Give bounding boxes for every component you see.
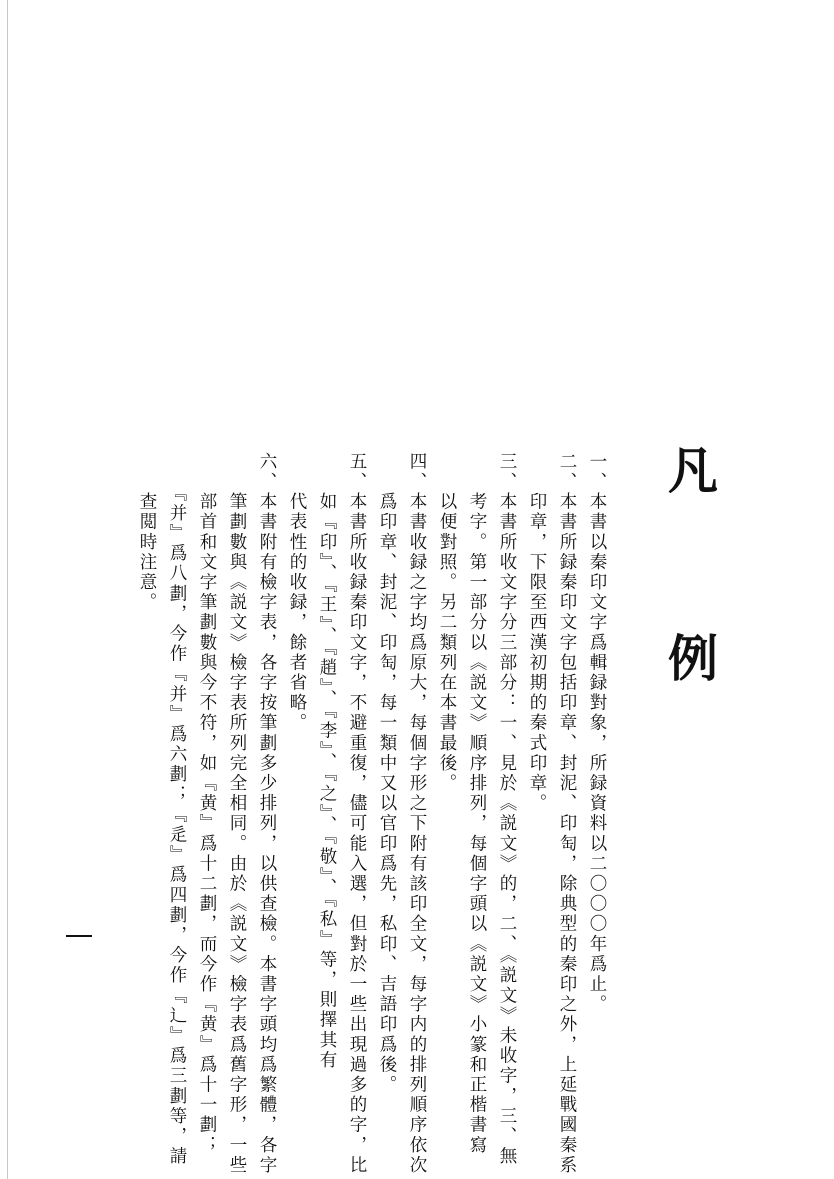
guideline-line: 代表性的收録，餘者省略。 [287,452,307,734]
guideline-line: 查閲時注意。 [137,452,157,613]
binding-edge-line [7,0,8,1179]
guideline-line: 五、本書所收録秦印文字，不避重復，儘可能入選，但對於一些出現過多的字，比 [347,452,367,1176]
guideline-line: 六、本書附有檢字表，各字按筆劃多少排列，以供查檢。本書字頭均爲繁體，各字 [257,452,277,1176]
guideline-line: 如『印』、『王』、『趙』、『李』、『之』、『敬』、『私』等，則擇其有 [317,452,337,1071]
guideline-line: 四、本書收録之字均爲原大，每個字形之下附有該印全文，每字内的排列順序依次 [407,452,427,1176]
guideline-line: 二、本書所録秦印文字包括印章、封泥、印匋，除典型的秦印之外，上延戰國秦系 [557,452,577,1176]
guideline-line: 筆劃數與《説文》檢字表所列完全相同。由於《説文》檢字表爲舊字形，一些 [227,452,247,1176]
guideline-line: 以便對照。另二類列在本書最後。 [437,452,457,794]
guideline-line: 『并』爲八劃，今作『并』爲六劃；『辵』爲四劃，今作『辶』爲三劃等，請 [167,452,187,1167]
guideline-line: 一、本書以秦印文字爲輯録對象，所録資料以二〇〇〇年爲止。 [587,452,607,1015]
guidelines-text [132,452,612,1176]
guideline-line: 考字。第一部分以《説文》順序排列，每個字頭以《説文》小篆和正楷書寫 [467,452,487,1156]
page-number [66,935,92,937]
page-title: 凡 例 [660,444,719,726]
guideline-line: 部首和文字筆劃數與今不符，如『黄』爲十二劃，而今作『黄』爲十一劃； [197,452,217,1156]
guideline-line: 爲印章、封泥、印匋，每一類中又以官印爲先，私印、吉語印爲後。 [377,452,397,1096]
guideline-line: 三、本書所收文字分三部分：一、見於《説文》的，二、《説文》未收字，三、無 [497,452,517,1167]
guideline-line: 印章，下限至西漢初期的秦式印章。 [527,452,547,814]
